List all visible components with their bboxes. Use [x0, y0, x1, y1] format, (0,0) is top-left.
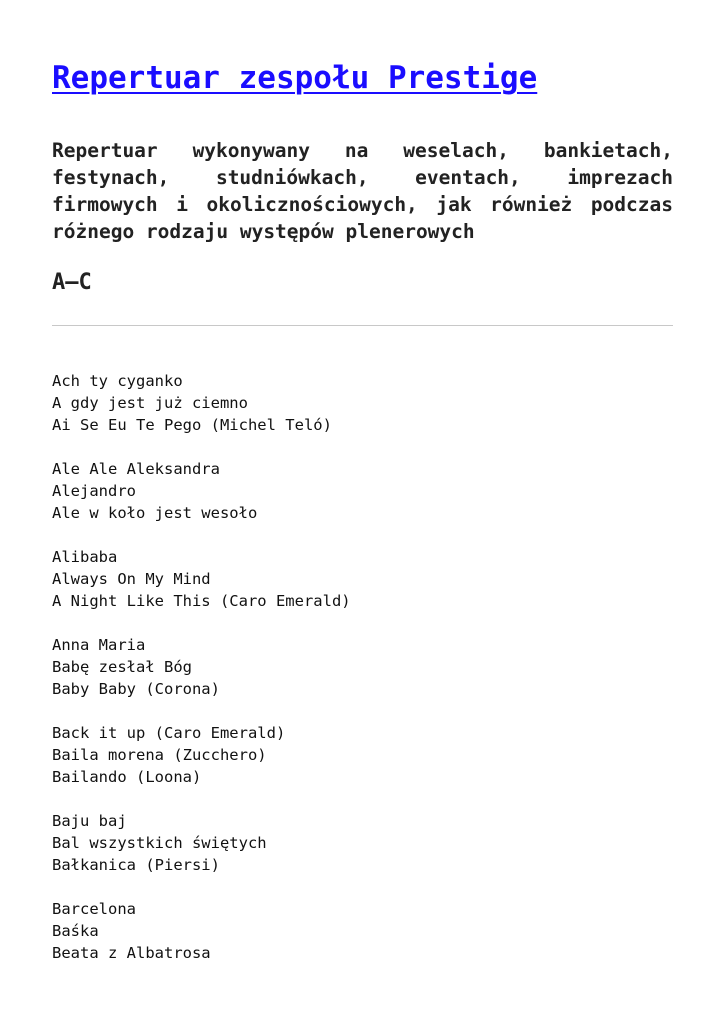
song-group — [52, 722, 673, 788]
song-title: Ai Se Eu Te Pego (Michel Teló) — [52, 416, 332, 434]
song-title: Always On My Mind — [52, 570, 211, 588]
song-title: Beata z Albatrosa — [52, 944, 211, 962]
song-title: Bal wszystkich świętych — [52, 834, 267, 852]
divider — [52, 325, 673, 326]
song-title: Baby Baby (Corona) — [52, 680, 220, 698]
song-title: A Night Like This (Caro Emerald) — [52, 592, 351, 610]
song-title: Ale w koło jest wesoło — [52, 504, 258, 522]
song-title: Back it up (Caro Emerald) — [52, 724, 286, 742]
song-group — [52, 546, 673, 612]
song-title: Ale Ale Aleksandra — [52, 460, 220, 478]
song-title: Ach ty cyganko — [52, 372, 183, 390]
song-group — [52, 458, 673, 524]
song-list — [52, 370, 673, 964]
song-title: Anna Maria — [52, 636, 146, 654]
song-title: Baju baj — [52, 812, 127, 830]
song-group — [52, 810, 673, 876]
song-title: Babę zesłał Bóg — [52, 658, 192, 676]
page-title-link[interactable]: Repertuar zespołu Prestige — [52, 60, 538, 96]
song-title: A gdy jest już ciemno — [52, 394, 248, 412]
page-subtitle: Repertuar wykonywany na weselach, bankietach, festynach, studniówkach, eventach, imprezach firmowych i okolicznościowych, jak również podczas różnego rodzaju występów plenerowych — [52, 139, 673, 243]
song-title: Baila morena (Zucchero) — [52, 746, 267, 764]
section-heading: A–C — [52, 270, 92, 295]
song-title: Bałkanica (Piersi) — [52, 856, 220, 874]
song-group — [52, 370, 673, 436]
song-title: Barcelona — [52, 900, 136, 918]
song-title: Baśka — [52, 922, 99, 940]
song-group — [52, 898, 673, 964]
song-title: Bailando (Loona) — [52, 768, 202, 786]
song-title: Alejandro — [52, 482, 136, 500]
song-title: Alibaba — [52, 548, 118, 566]
document-page — [52, 0, 673, 986]
song-group — [52, 634, 673, 700]
